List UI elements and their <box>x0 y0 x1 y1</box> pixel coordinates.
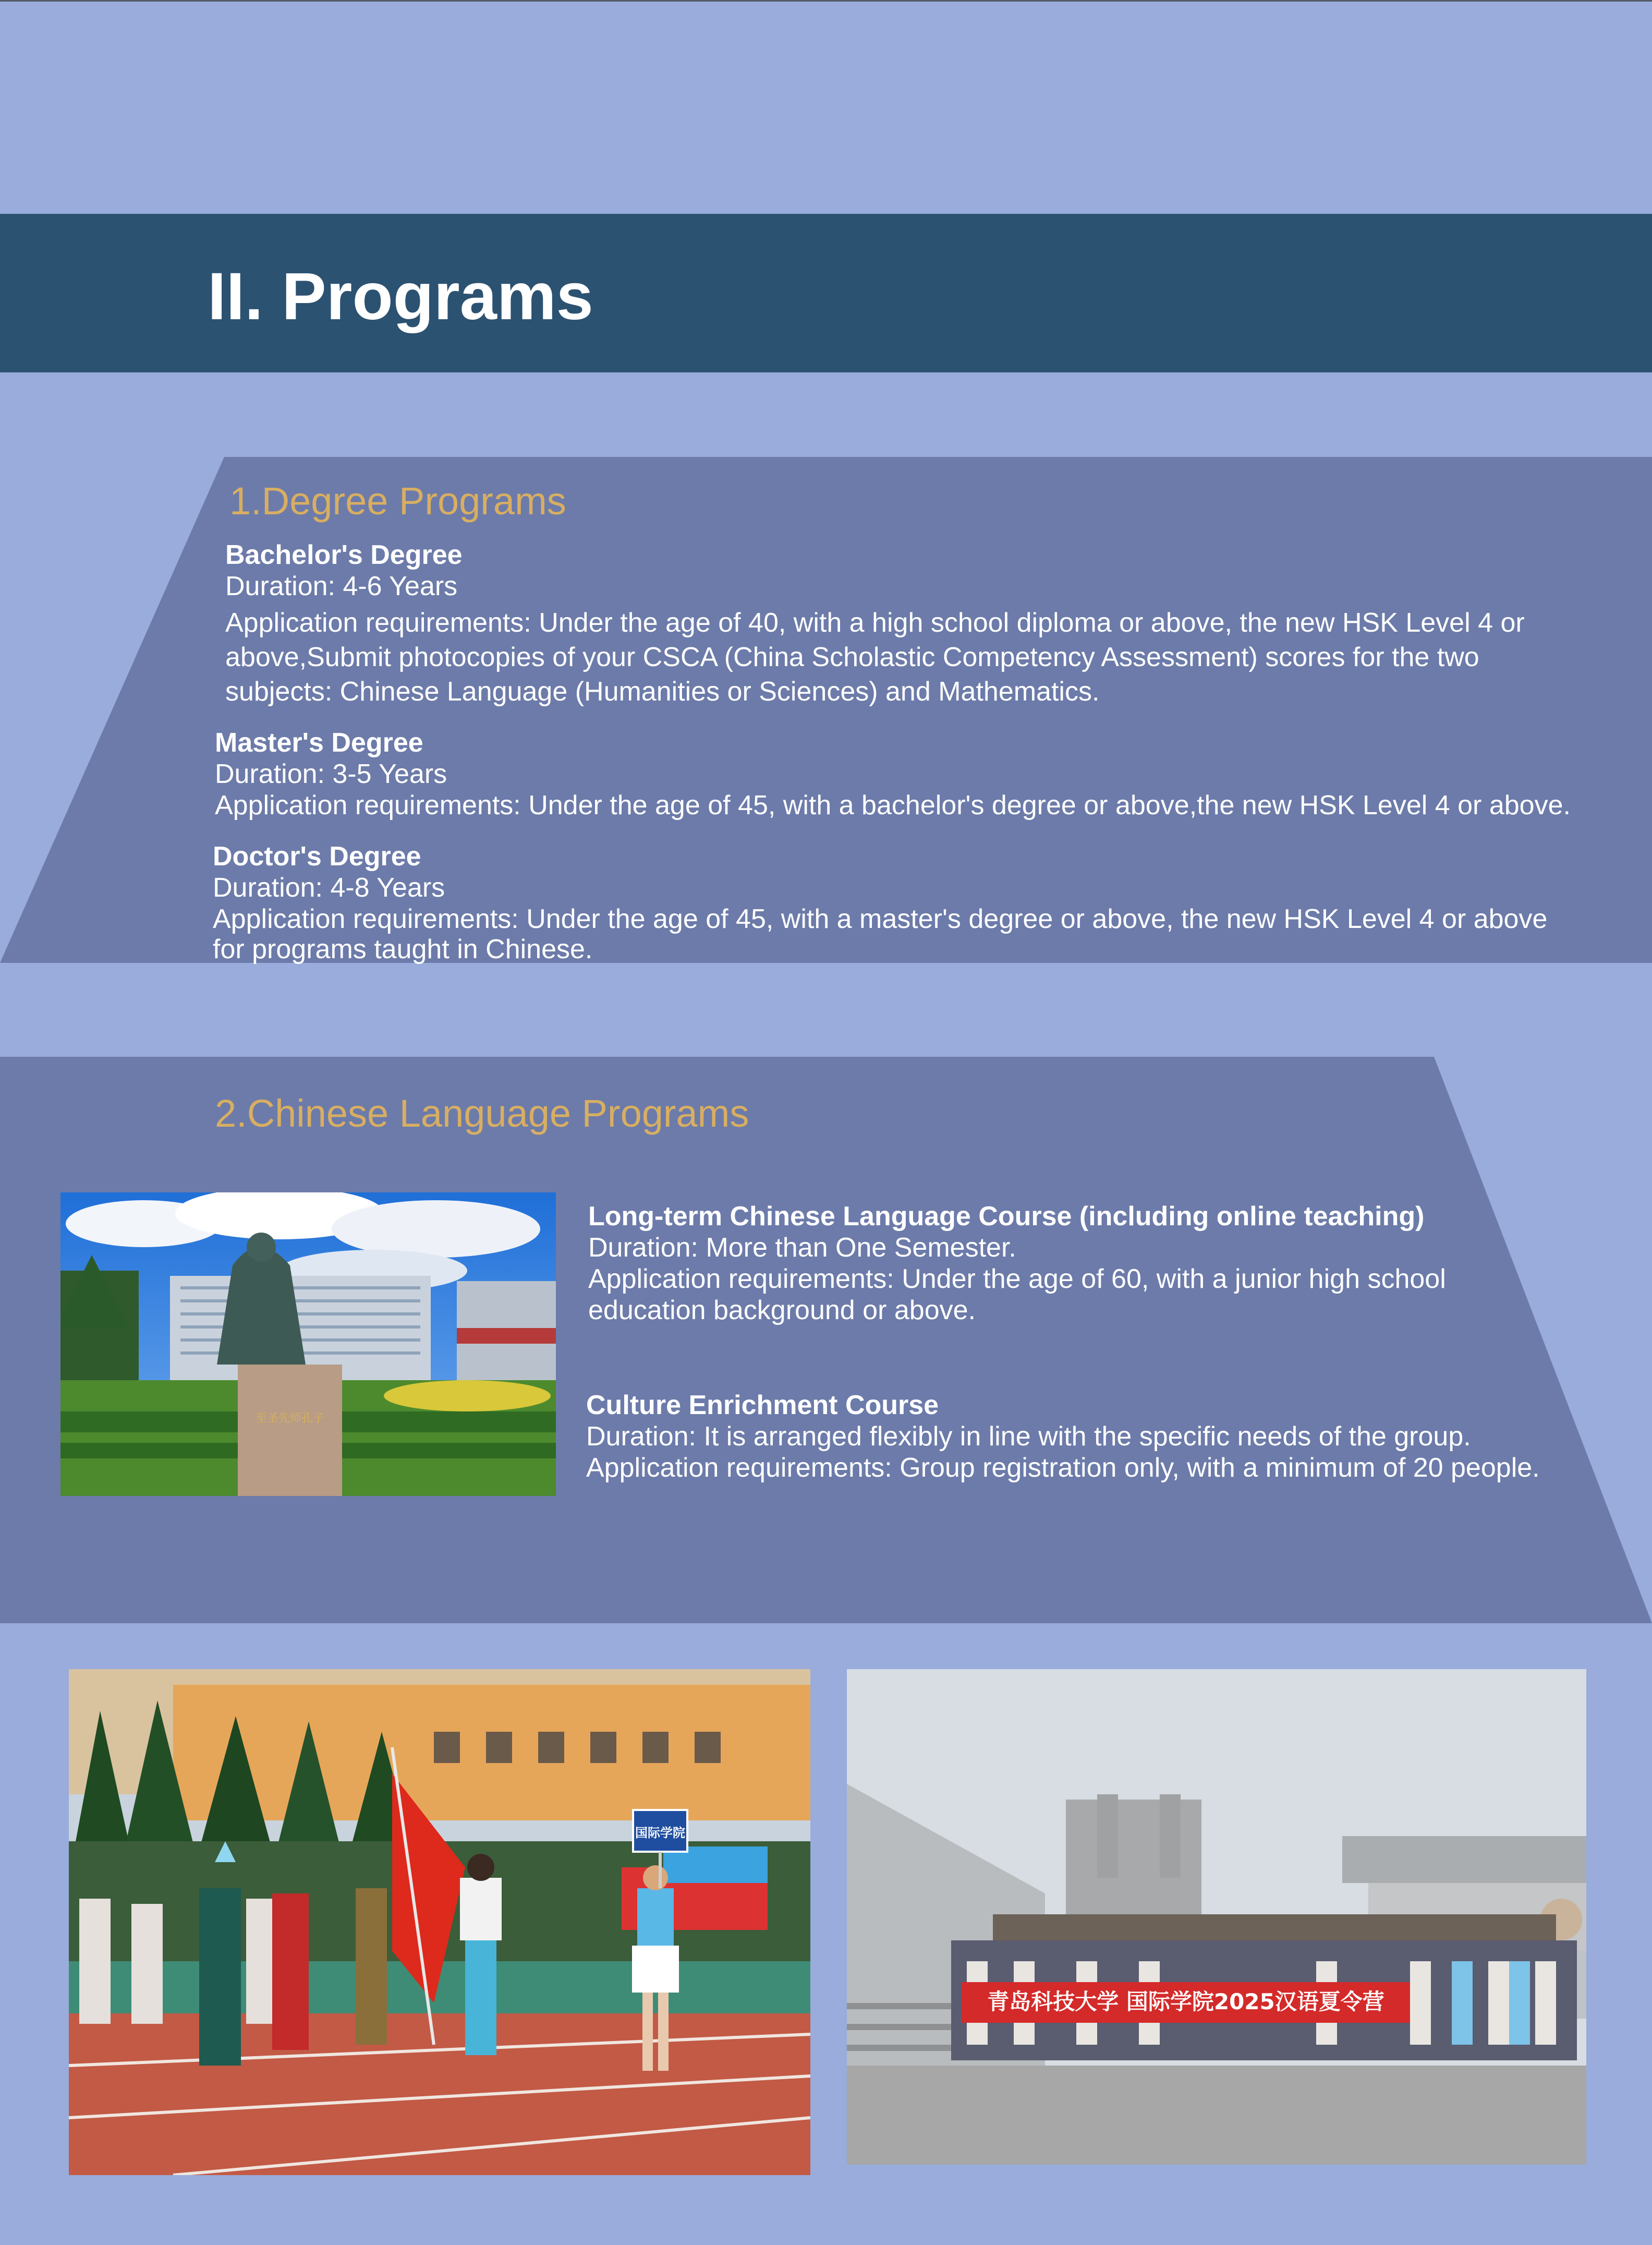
summer-camp-group-photo <box>847 1669 1586 2165</box>
longterm-course-name: Long-term Chinese Language Course (including online teaching) <box>588 1201 1425 1232</box>
degree-programs-title: 1.Degree Programs <box>229 479 566 523</box>
page-title: II. Programs <box>208 259 593 334</box>
longterm-duration: Duration: More than One Semester. <box>588 1233 1016 1263</box>
culture-course-name: Culture Enrichment Course <box>586 1390 939 1420</box>
campus-parade-photo <box>69 1669 810 2175</box>
bachelor-degree-name: Bachelor's Degree <box>225 540 463 570</box>
longterm-requirements-line-2: education background or above. <box>588 1295 976 1325</box>
longterm-requirements-line-1: Application requirements: Under the age of 60, with a junior high school <box>588 1264 1446 1294</box>
bachelor-requirements-line-2: above,Submit photocopies of your CSCA (China Scholastic Competency Assessment) scores for the two <box>225 642 1479 672</box>
doctor-degree-name: Doctor's Degree <box>213 841 421 872</box>
bachelor-requirements-line-1: Application requirements: Under the age of 40, with a high school diploma or above, the new HSK Level 4 or <box>225 608 1525 638</box>
master-degree-name: Master's Degree <box>215 728 423 758</box>
bachelor-requirements-line-3: subjects: Chinese Language (Humanities or Sciences) and Mathematics. <box>225 677 1100 707</box>
culture-duration: Duration: It is arranged flexibly in line with the specific needs of the group. <box>586 1421 1471 1452</box>
doctor-requirements-line-1: Application requirements: Under the age of 45, with a master's degree or above, the new HSK Level 4 or above <box>213 904 1548 934</box>
bachelor-duration: Duration: 4-6 Years <box>225 571 458 601</box>
language-programs-title: 2.Chinese Language Programs <box>215 1092 749 1135</box>
college-sign-text: 国际学院 <box>635 1826 685 1840</box>
doctor-requirements-line-2: for programs taught in Chinese. <box>213 934 593 964</box>
confucius-statue-photo <box>60 1192 556 1496</box>
culture-requirements: Application requirements: Group registration only, with a minimum of 20 people. <box>586 1453 1540 1483</box>
master-requirements: Application requirements: Under the age of 45, with a bachelor's degree or above,the new HSK Level 4 or above. <box>215 790 1571 820</box>
top-border-line <box>0 0 1652 2</box>
summer-camp-banner-text: 青岛科技大学 国际学院2025汉语夏令营 <box>987 1989 1384 2014</box>
master-duration: Duration: 3-5 Years <box>215 759 447 789</box>
doctor-duration: Duration: 4-8 Years <box>213 873 445 903</box>
statue-plinth-inscription: 至圣先师孔子 <box>255 1412 325 1425</box>
